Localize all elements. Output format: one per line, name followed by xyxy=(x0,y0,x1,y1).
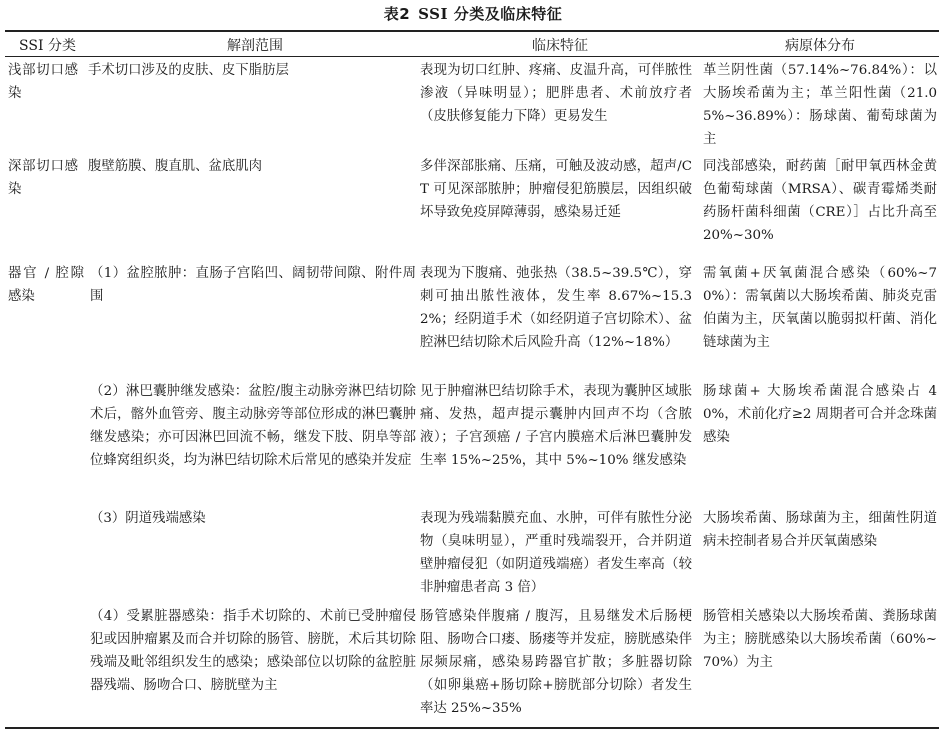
table-number: 表2 xyxy=(383,5,411,23)
row-clinical: 见于肿瘤淋巴结切除手术，表现为囊肿区域胀痛、发热，超声提示囊肿内回声不均（含脓液）；子宫颈癌 / 子宫内膜癌术后淋巴囊肿发生率 15%~25%，其中 5%~10% 继发感染 xyxy=(420,384,692,468)
row-clinical: 表现为下腹痛、弛张热（38.5~39.5℃），穿刺可抽出脓性液体，发生率 8.67%~15.32%；经阴道手术（如经阴道子宫切除术）、盆腔淋巴结切除术后风险升高（12%~18%） xyxy=(420,266,692,350)
row-category: 深部切口感染 xyxy=(8,159,78,197)
row-pathogen: 肠球菌+ 大肠埃希菌混合感染占 40%，术前化疗≥2 周期者可合并念珠菌感染 xyxy=(703,384,937,445)
top-rule xyxy=(5,30,939,32)
row-anatomy: 腹壁筋膜、腹直肌、盆底肌肉 xyxy=(88,159,263,174)
row-clinical: 表现为切口红肿、疼痛、皮温升高，可伴脓性渗液（异味明显）；肥胖患者、术前放疗者（皮肤修复能力下降）更易发生 xyxy=(420,63,692,124)
row-clinical: 多伴深部胀痛、压痛，可触及波动感，超声/CT 可见深部脓肿；肿瘤侵犯筋膜层，因组织破坏导致免疫屏障薄弱，感染易迁延 xyxy=(420,159,692,220)
row-category: 浅部切口感染 xyxy=(8,63,78,101)
header-clinical: 临床特征 xyxy=(532,38,588,54)
row-anatomy: （2）淋巴囊肿继发感染：盆腔/腹主动脉旁淋巴结切除术后，髂外血管旁、腹主动脉旁等部位形成的淋巴囊肿继发感染；亦可因淋巴回流不畅，继发下肢、阴阜等部位蜂窝组织炎，均为淋巴结切除术后常见的感染并发症 xyxy=(90,384,416,468)
table-title: SSI 分类及临床特征 xyxy=(418,5,563,23)
header-pathogen: 病原体分布 xyxy=(785,38,855,54)
row-pathogen: 同浅部感染，耐药菌［耐甲氧西林金黄色葡萄球菌（MRSA）、碳青霉烯类耐药肠杆菌科细菌（CRE）］占比升高至 20%~30% xyxy=(703,159,937,243)
row-clinical: 表现为残端黏膜充血、水肿，可伴有脓性分泌物（臭味明显），严重时残端裂开，合并阴道壁肿瘤侵犯（如阴道残端癌）者发生率高（较非肿瘤患者高 3 倍） xyxy=(420,511,692,595)
row-pathogen: 大肠埃希菌、肠球菌为主，细菌性阴道病未控制者易合并厌氧菌感染 xyxy=(703,511,937,549)
row-anatomy: （4）受累脏器感染：指手术切除的、术前已受肿瘤侵犯或因肿瘤累及而合并切除的肠管、膀胱，术后其切除残端及毗邻组织发生的感染；感染部位以切除的盆腔脏器残端、肠吻合口、膀胱壁为主 xyxy=(90,609,416,693)
row-anatomy: 手术切口涉及的皮肤、皮下脂肪层 xyxy=(88,63,289,78)
row-anatomy: （3）阴道残端感染 xyxy=(90,511,206,526)
row-pathogen: 肠管相关感染以大肠埃希菌、粪肠球菌为主；膀胱感染以大肠埃希菌（60%~70%）为主 xyxy=(703,609,937,670)
header-rule xyxy=(5,56,939,57)
row-category: 器官 / 腔隙感染 xyxy=(8,266,84,304)
table-caption xyxy=(0,3,946,24)
bottom-rule xyxy=(5,727,939,729)
row-clinical: 肠管感染伴腹痛 / 腹泻，且易继发术后肠梗阻、肠吻合口瘘、肠瘘等并发症，膀胱感染伴尿频尿痛，感染易跨器官扩散；多脏器切除（如卵巢癌+肠切除+膀胱部分切除）者发生率达 25%~35% xyxy=(420,609,692,716)
row-anatomy: （1）盆腔脓肿：直肠子宫陷凹、阔韧带间隙、附件周围 xyxy=(90,266,416,304)
header-category: SSI 分类 xyxy=(19,38,76,54)
row-pathogen: 革兰阴性菌（57.14%~76.84%）：以大肠埃希菌为主；革兰阳性菌（21.05%~36.89%）：肠球菌、葡萄球菌为主 xyxy=(703,63,937,147)
header-anatomy: 解剖范围 xyxy=(227,38,283,54)
row-pathogen: 需氧菌+厌氧菌混合感染（60%~70%）：需氧菌以大肠埃希菌、肺炎克雷伯菌为主，厌氧菌以脆弱拟杆菌、消化链球菌为主 xyxy=(703,266,937,350)
